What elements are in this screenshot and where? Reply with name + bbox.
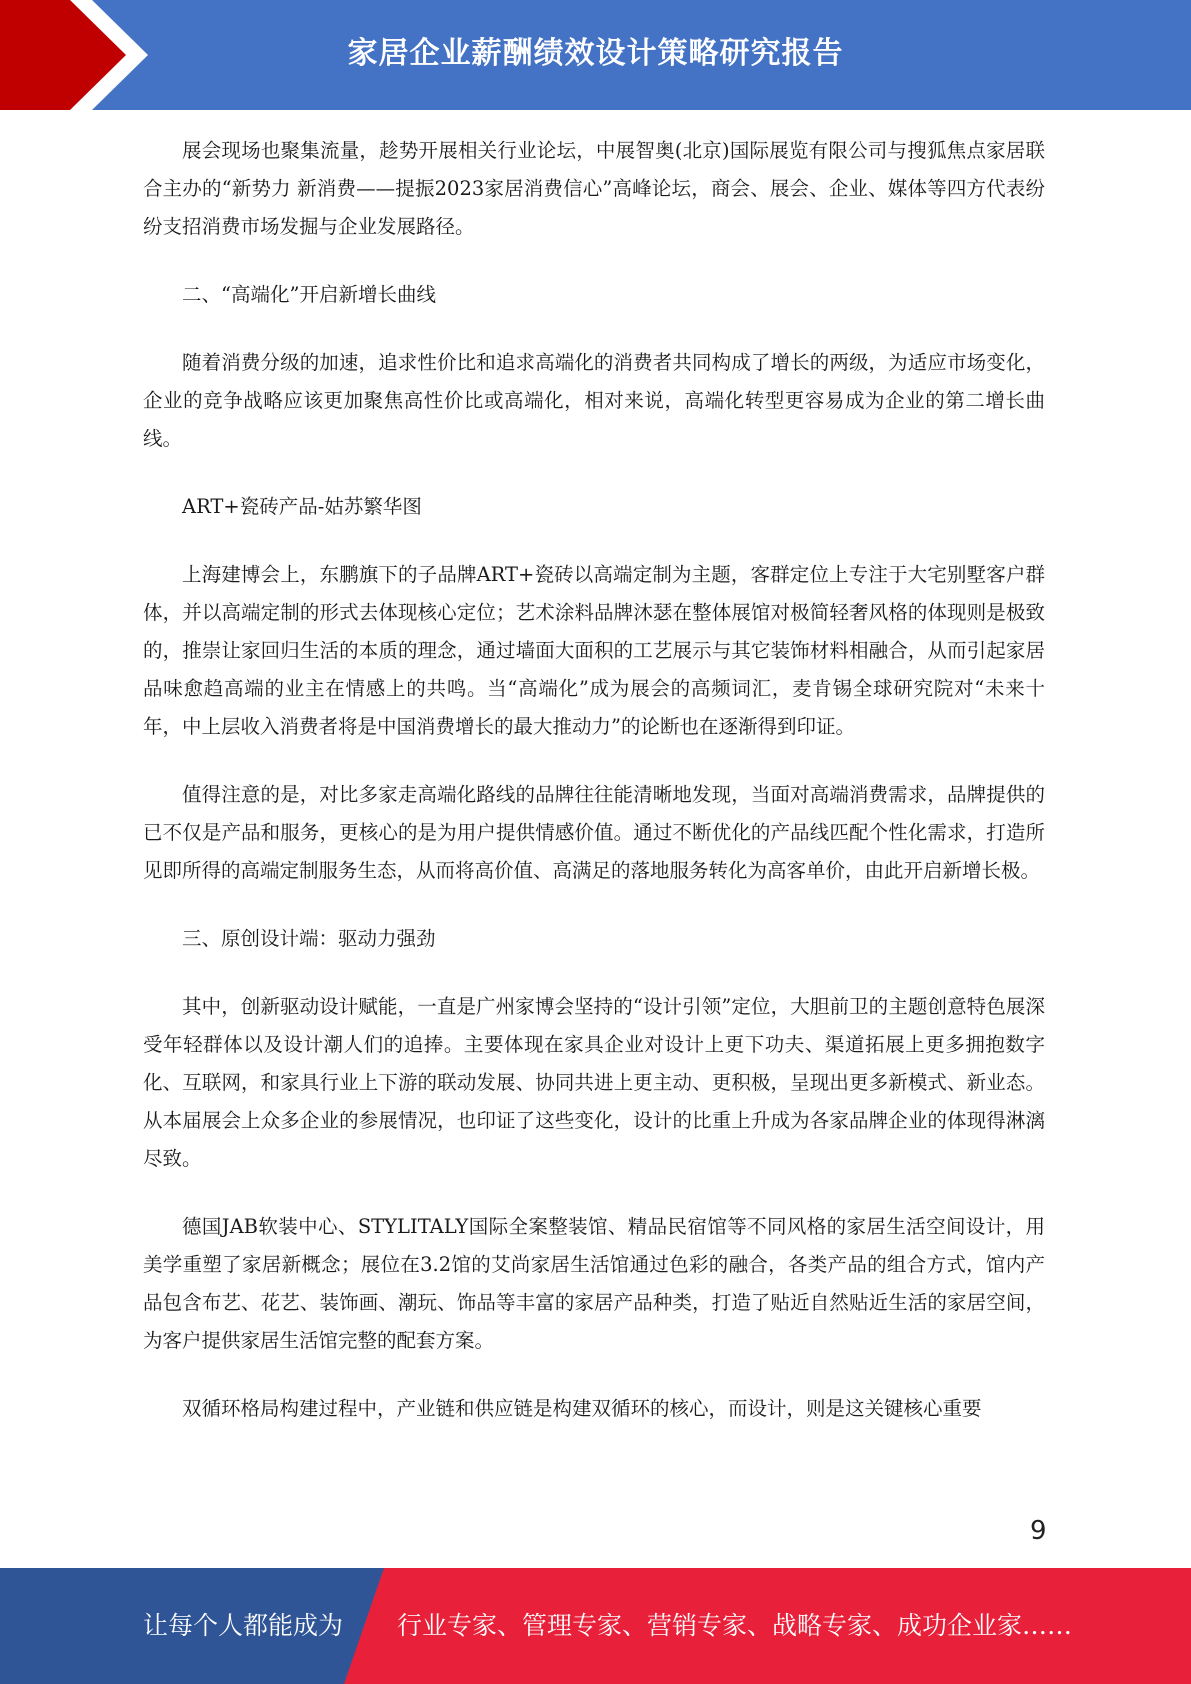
- body-paragraph: 随着消费分级的加速，追求性价比和追求高端化的消费者共同构成了增长的两级，为适应市场变化，企业的竞争战略应该更加聚焦高性价比或高端化，相对来说，高端化转型更容易成为企业的第二增长曲线。: [143, 351, 1045, 450]
- footer-slogan-left: 让每个人都能成为: [143, 1611, 344, 1640]
- report-body: [143, 132, 1045, 1458]
- body-paragraph: 值得注意的是，对比多家走高端化路线的品牌往往能清晰地发现，当面对高端消费需求，品牌提供的已不仅是产品和服务，更核心的是为用户提供情感价值。通过不断优化的产品线匹配个性化需求，打造所见即所得的高端定制服务生态，从而将高价值、高满足的落地服务转化为高客单价，由此开启新增长极。: [143, 783, 1045, 882]
- image-caption: ART+瓷砖产品-姑苏繁华图: [182, 495, 422, 518]
- body-paragraph: 德国JAB软装中心、STYLITALY国际全案整装馆、精品民宿馆等不同风格的家居生活空间设计，用美学重塑了家居新概念；展位在3.2馆的艾尚家居生活馆通过色彩的融合，各类产品的组合方式，馆内产品包含布艺、花艺、装饰画、潮玩、饰品等丰富的家居产品种类，打造了贴近自然贴近生活的家居空间，为客户提供家居生活馆完整的配套方案。: [143, 1215, 1045, 1352]
- body-paragraph: 上海建博会上，东鹏旗下的子品牌ART+瓷砖以高端定制为主题，客群定位上专注于大宅别墅客户群体，并以高端定制的形式去体现核心定位；艺术涂料品牌沐瑟在整体展馆对极简轻奢风格的体现则是极致的，推崇让家回归生活的本质的理念，通过墙面大面积的工艺展示与其它装饰材料相融合，从而引起家居品味愈趋高端的业主在情感上的共鸣。当“高端化”成为展会的高频词汇，麦肯锡全球研究院对“未来十年，中上层收入消费者将是中国消费增长的最大推动力”的论断也在逐渐得到印证。: [143, 563, 1045, 738]
- body-paragraph: 其中，创新驱动设计赋能，一直是广州家博会坚持的“设计引领”定位，大胆前卫的主题创意特色展深受年轻群体以及设计潮人们的追捧。主要体现在家具企业对设计上更下功夫、渠道拓展上更多拥抱数字化、互联网，和家具行业上下游的联动发展、协同共进上更主动、更积极，呈现出更多新模式、新业态。从本届展会上众多企业的参展情况，也印证了这些变化，设计的比重上升成为各家品牌企业的体现得淋漓尽致。: [143, 995, 1045, 1170]
- page-footer: [0, 1568, 1191, 1684]
- report-title: 家居企业薪酬绩效设计策略研究报告: [347, 36, 844, 71]
- body-paragraph: 展会现场也聚集流量，趁势开展相关行业论坛，中展智奥(北京)国际展览有限公司与搜狐焦点家居联合主办的“新势力 新消费——提振2023家居消费信心”高峰论坛，商会、展会、企业、媒体等四方代表纷纷支招消费市场发掘与企业发展路径。: [143, 139, 1045, 238]
- section-heading: 二、“高端化”开启新增长曲线: [182, 283, 436, 306]
- body-paragraph: 双循环格局构建过程中，产业链和供应链是构建双循环的核心，而设计，则是这关键核心重要: [182, 1397, 982, 1420]
- section-heading: 三、原创设计端：驱动力强劲: [182, 927, 436, 950]
- footer-slogan-right: 行业专家、管理专家、营销专家、战略专家、成功企业家……: [397, 1611, 1073, 1640]
- page-header: [0, 0, 1191, 110]
- page-number: 9: [1030, 1516, 1047, 1546]
